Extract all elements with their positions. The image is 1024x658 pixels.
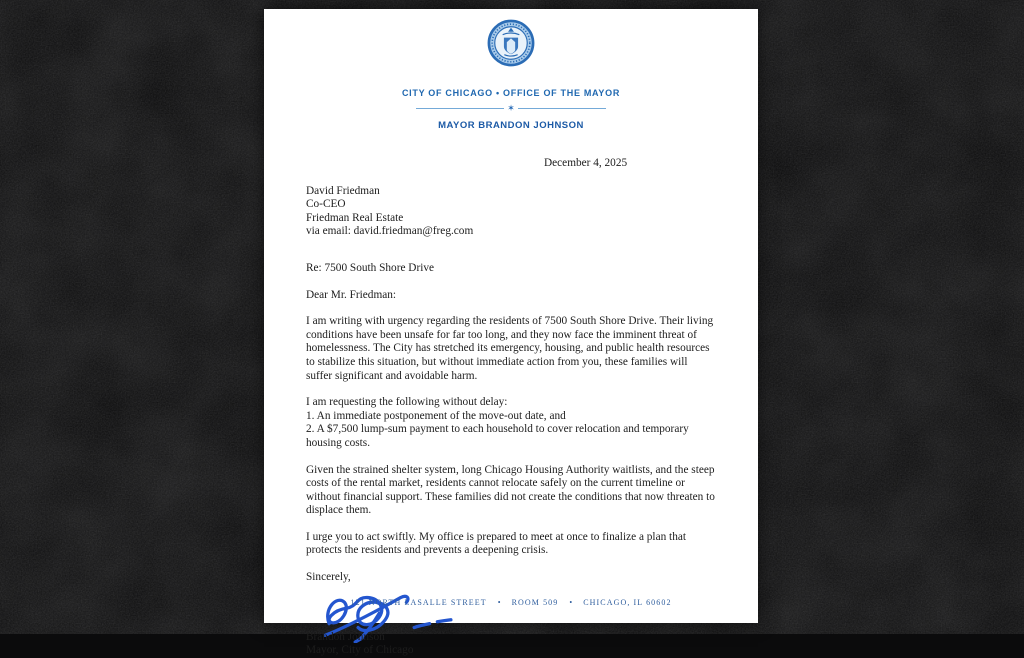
letter-body	[264, 157, 758, 658]
footer-separator: •	[497, 598, 501, 607]
letterhead-footer	[264, 598, 758, 607]
footer-room: ROOM 509	[511, 598, 559, 607]
signer-title: Mayor, City of Chicago	[306, 644, 414, 657]
request-intro: I am requesting the following without delay:	[306, 396, 508, 409]
letterhead	[264, 9, 758, 131]
city-of-chicago-seal-icon	[486, 18, 536, 68]
date-line: December 4, 2025	[544, 157, 628, 169]
request-item-1: 1. An immediate postponement of the move-out date, and	[306, 409, 566, 422]
recipient-contact: via email: david.friedman@freg.com	[306, 225, 474, 238]
footer-address: 121 NORTH LASALLE STREET	[350, 598, 487, 607]
footer-separator: •	[569, 598, 573, 607]
subject-line: Re: 7500 South Shore Drive	[306, 261, 435, 274]
request-item-2: 2. A $7,500 lump-sum payment to each household to cover relocation and temporary housing costs.	[306, 423, 689, 449]
recipient-name: David Friedman	[306, 184, 380, 197]
star-icon: ✶	[507, 103, 515, 113]
letterhead-divider	[416, 104, 606, 113]
recipient-block	[306, 185, 716, 239]
signer-name: Brandon Johnson	[306, 630, 385, 643]
divider-rule-left	[416, 108, 504, 109]
request-block	[306, 396, 716, 450]
recipient-title: Co-CEO	[306, 198, 346, 211]
paragraph-urge-action: I urge you to act swiftly. My office is prepared to meet at once to finalize a plan that protects the residents and prevents a deepening crisis.	[306, 530, 686, 557]
divider-rule-right	[518, 108, 606, 109]
paragraph-shelter-system: Given the strained shelter system, long Chicago Housing Authority waitlists, and the steep costs of the rental market, residents cannot relocate safely on the current timeline or without financial support. These families did not create the conditions that now threaten to displace them.	[306, 463, 715, 517]
paragraph-urgency: I am writing with urgency regarding the residents of 7500 South Shore Drive. Their living conditions have been unsafe for far too long, and they now face the imminent threat of homelessness. The City has stretched its emergency, housing, and public health resources to stabilize this situation, but without immediate action from you, these families will suffer significant and avoidable harm.	[306, 315, 714, 382]
recipient-company: Friedman Real Estate	[306, 211, 404, 224]
mayor-name-line: MAYOR BRANDON JOHNSON	[438, 120, 584, 131]
letter-page	[264, 9, 758, 657]
salutation: Dear Mr. Friedman:	[306, 288, 397, 301]
closing: Sincerely,	[306, 571, 351, 584]
office-line: CITY OF CHICAGO • OFFICE OF THE MAYOR	[401, 88, 621, 98]
footer-city: CHICAGO, IL 60602	[583, 598, 672, 607]
